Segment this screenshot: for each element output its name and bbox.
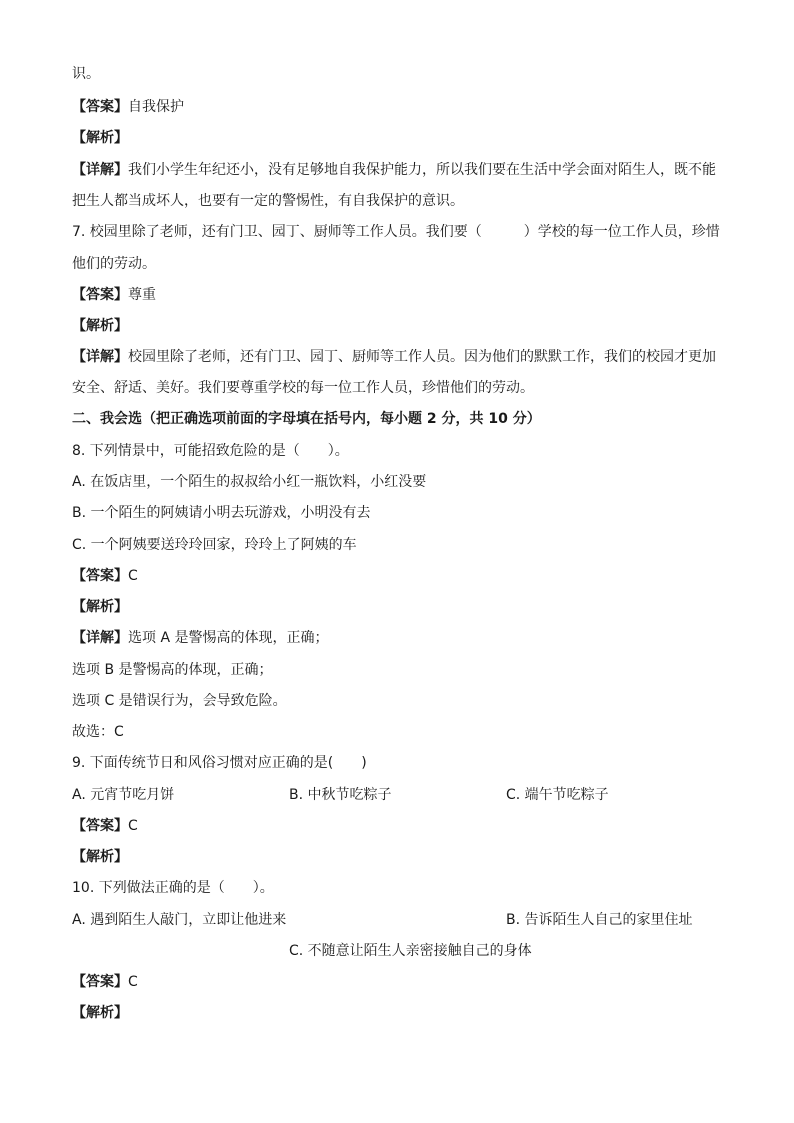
q9-answer-line [72,816,138,836]
answer-text: C [128,818,138,834]
q9-option-b: B. 中秋节吃粽子 [289,787,392,803]
answer-label: 【答案】 [72,287,128,303]
section-title: 二、我会选（把正确选项前面的字母填在括号内，每小题 2 分，共 10 分） [72,411,541,427]
q7-answer-line [72,285,156,305]
q7-analysis-label: 【解析】 [72,318,128,334]
previous-fragment: 识。 [72,66,100,82]
q10-answer-line [72,972,138,992]
answer-label: 【答案】 [72,568,128,584]
q9-option-c: C. 端午节吃粽子 [506,787,609,803]
q9-question: 9. 下面传统节日和风俗习惯对应正确的是( ) [72,755,367,771]
detail-label: 【详解】 [72,162,128,178]
answer-text: C [128,974,138,990]
q7-question-cont: 他们的劳动。 [72,256,156,272]
q6-detail-line [72,160,716,180]
q8-detail-line-3: 选项 C 是错误行为，会导致危险。 [72,693,287,709]
detail-text: 校园里除了老师，还有门卫、园丁、厨师等工作人员。因为他们的默默工作，我们的校园才更加 [128,349,716,365]
detail-label: 【详解】 [72,349,128,365]
q10-option-a: A. 遇到陌生人敲门，立即让他进来 [72,912,287,928]
q6-analysis-label: 【解析】 [72,130,128,146]
answer-label: 【答案】 [72,818,128,834]
q6-answer-line [72,97,184,117]
q7-question: 7. 校园里除了老师，还有门卫、园丁、厨师等工作人员。我们要（ ）学校的每一位工作人员，珍惜 [72,224,720,240]
q8-analysis-label: 【解析】 [72,599,128,615]
q8-detail-line-2: 选项 B 是警惕高的体现，正确； [72,662,273,678]
q8-answer-line [72,566,138,586]
q8-option-a: A. 在饭店里，一个陌生的叔叔给小红一瓶饮料，小红没要 [72,474,427,490]
detail-text: 我们小学生年纪还小，没有足够地自我保护能力，所以我们要在生活中学会面对陌生人，既不能 [128,162,716,178]
q10-option-c: C. 不随意让陌生人亲密接触自己的身体 [289,943,532,959]
q8-conclusion: 故选：C [72,724,124,740]
q10-question: 10. 下列做法正确的是（ ）。 [72,880,274,896]
detail-text: 选项 A 是警惕高的体现，正确； [128,630,329,646]
q7-detail-line [72,347,716,367]
q10-analysis-label: 【解析】 [72,1005,128,1021]
q7-detail-line-2: 安全、舒适、美好。我们要尊重学校的每一位工作人员，珍惜他们的劳动。 [72,380,534,396]
q8-option-b: B. 一个陌生的阿姨请小明去玩游戏，小明没有去 [72,505,371,521]
answer-label: 【答案】 [72,974,128,990]
answer-label: 【答案】 [72,99,128,115]
q8-detail-line [72,628,328,648]
q8-option-c: C. 一个阿姨要送玲玲回家，玲玲上了阿姨的车 [72,537,357,553]
q8-question: 8. 下列情景中，可能招致危险的是（ ）。 [72,443,349,459]
q10-option-b: B. 告诉陌生人自己的家里住址 [506,912,693,928]
answer-text: 尊重 [128,287,156,303]
q9-option-a: A. 元宵节吃月饼 [72,787,175,803]
detail-label: 【详解】 [72,630,128,646]
q9-analysis-label: 【解析】 [72,849,128,865]
q6-detail-line-2: 把生人都当成坏人，也要有一定的警惕性，有自我保护的意识。 [72,193,464,209]
answer-text: 自我保护 [128,99,184,115]
answer-text: C [128,568,138,584]
